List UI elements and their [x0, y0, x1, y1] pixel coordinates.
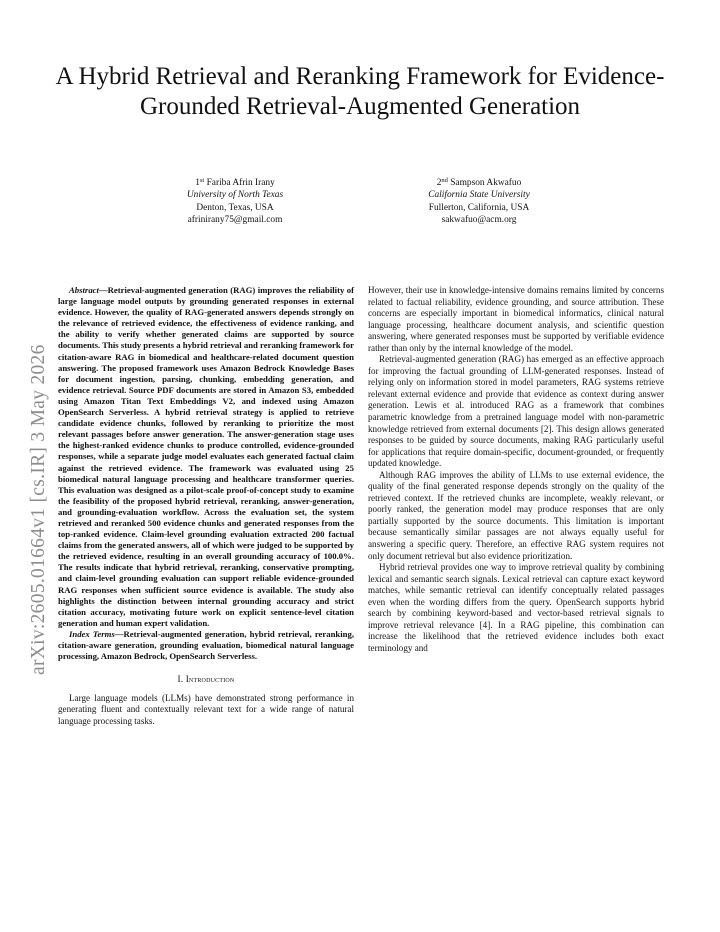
author-name: 1st Fariba Afrin Irany	[195, 177, 275, 188]
section-title: Introduction	[185, 674, 235, 685]
intro-paragraph-1: Large language models (LLMs) have demonstrated strong performance in generating fluent and contextually relevant text for a wide range of natural language processing tasks.	[58, 692, 354, 726]
author-block-2	[374, 175, 584, 227]
body-paragraph-2: Retrieval-augmented generation (RAG) has emerged as an effective approach for improving the factual grounding of LLM-generated responses. Instead of relying only on information stored in model parameters, RAG systems retrieve relevant external evidence and provide that evidence as context during answer generation. Lewis et al. introduced RAG as a framework that combines parametric knowledge from a pretrained language model with non-parametric knowledge retrieved from external documents [2]. This design allows generated responses to be guided by source documents, making RAG particularly useful for applications that require domain-specific, document-grounded, or frequently updated knowledge.	[368, 354, 664, 469]
paper-title: A Hybrid Retrieval and Reranking Framework for Evidence-Grounded Retrieval-Augmented Generation	[55, 63, 665, 120]
author-affiliation: University of North Texas	[186, 190, 284, 201]
abstract	[58, 285, 354, 629]
index-terms-label: Index Terms	[69, 628, 115, 639]
author-email: afrinirany75@gmail.com	[187, 215, 283, 226]
arxiv-identifier: arXiv:2605.01664v1 [cs.IR] 3 May 2026	[28, 344, 49, 675]
abstract-text: —Retrieval-augmented generation (RAG) improves the reliability of large language model outputs by grounding generated responses in external evidence. However, the quality of RAG-generated answers depends strongly on the relevance of retrieved evidence, the effectiveness of evidence ranking, and the ability to verify whether generated claims are supported by source documents. This study presents a hybrid retrieval and reranking framework for citation-aware RAG in biomedical and healthcare-related document question answering. The proposed framework uses Amazon Bedrock Knowledge Bases for document ingestion, parsing, chunking, embedding generation, and evidence retrieval. Source PDF documents are stored in Amazon S3, embedded using Amazon Titan Text Embeddings V2, and indexed using Amazon OpenSearch Serverless. A hybrid retrieval strategy is applied to retrieve candidate evidence chunks, followed by reranking to prioritize the most relevant passages before answer generation. The answer-generation stage uses the highest-ranked evidence chunks to produce controlled, evidence-grounded responses, while a separate judge model evaluates each generated factual claim against the retrieved evidence. The framework was evaluated using 25 biomedical natural language processing and healthcare transformer queries. This evaluation was designed as a pilot-scale proof-of-concept study to examine the feasibility of the proposed hybrid retrieval, reranking, answer-generation, and grounding-evaluation workflow. Across the evaluation set, the system retrieved and reranked 500 evidence chunks and generated responses from the top-ranked evidence. Claim-level grounding evaluation extracted 200 factual claims from the generated answers, all of which were judged to be supported by the retrieved evidence, resulting in an overall grounding accuracy of 100.0%. The results indicate that hybrid retrieval, reranking, conservative prompting, and claim-level grounding evaluation can support reliable evidence-grounded RAG responses when sufficient source evidence is available. The study also highlights the distinction between internal grounding accuracy and strict citation accuracy, motivating future work on explicit sentence-level citation generation and human expert validation.	[58, 285, 354, 628]
index-terms-text: —Retrieval-augmented generation, hybrid retrieval, reranking, citation-aware generation, grounding evaluation, biomedical natural language processing, Amazon Bedrock, OpenSearch Serverless.	[58, 628, 354, 662]
author-location: Fullerton, California, USA	[428, 202, 530, 213]
body-paragraph-1: However, their use in knowledge-intensive domains remains limited by concerns related to factual reliability, evidence grounding, and source attribution. These concerns are especially important in biomedical informatics, clinical natural language processing, healthcare document analysis, and scientific question answering, where generated responses must be supported by verifiable evidence rather than only by the internal knowledge of the model.	[368, 285, 664, 353]
section-heading	[58, 674, 354, 686]
author-email: sakwafuo@acm.org	[441, 215, 517, 226]
right-column	[368, 285, 664, 655]
author-location: Denton, Texas, USA	[196, 202, 274, 213]
author-name: 2nd Sampson Akwafuo	[436, 177, 522, 188]
body-paragraph-4: Hybrid retrieval provides one way to improve retrieval quality by combining lexical and semantic search signals. Lexical retrieval can capture exact keyword matches, while semantic retrieval can identify conceptually related passages even when the wording differs from the query. OpenSearch supports hybrid search by combining keyword-based and vector-based retrieval signals to improve retrieval relevance [4]. In a RAG pipeline, this combination can increase the likelihood that the retrieved evidence includes both exact terminology and	[368, 562, 664, 653]
index-terms	[58, 629, 354, 662]
body-paragraph-3: Although RAG improves the ability of LLMs to use external evidence, the quality of the final generated response depends strongly on the quality of the retrieved context. If the retrieved chunks are incomplete, weakly relevant, or poorly ranked, the generation model may produce responses that are only partially supported by the source documents. This limitation is important because semantically similar passages are not always equally useful for answering a specific query. Therefore, an effective RAG system requires not only document retrieval but also evidence prioritization.	[368, 469, 664, 561]
author-affiliation: California State University	[428, 190, 530, 201]
left-column	[58, 285, 354, 727]
author-block-1	[130, 175, 340, 227]
abstract-label: Abstract	[69, 285, 99, 295]
section-number: I.	[177, 674, 184, 685]
